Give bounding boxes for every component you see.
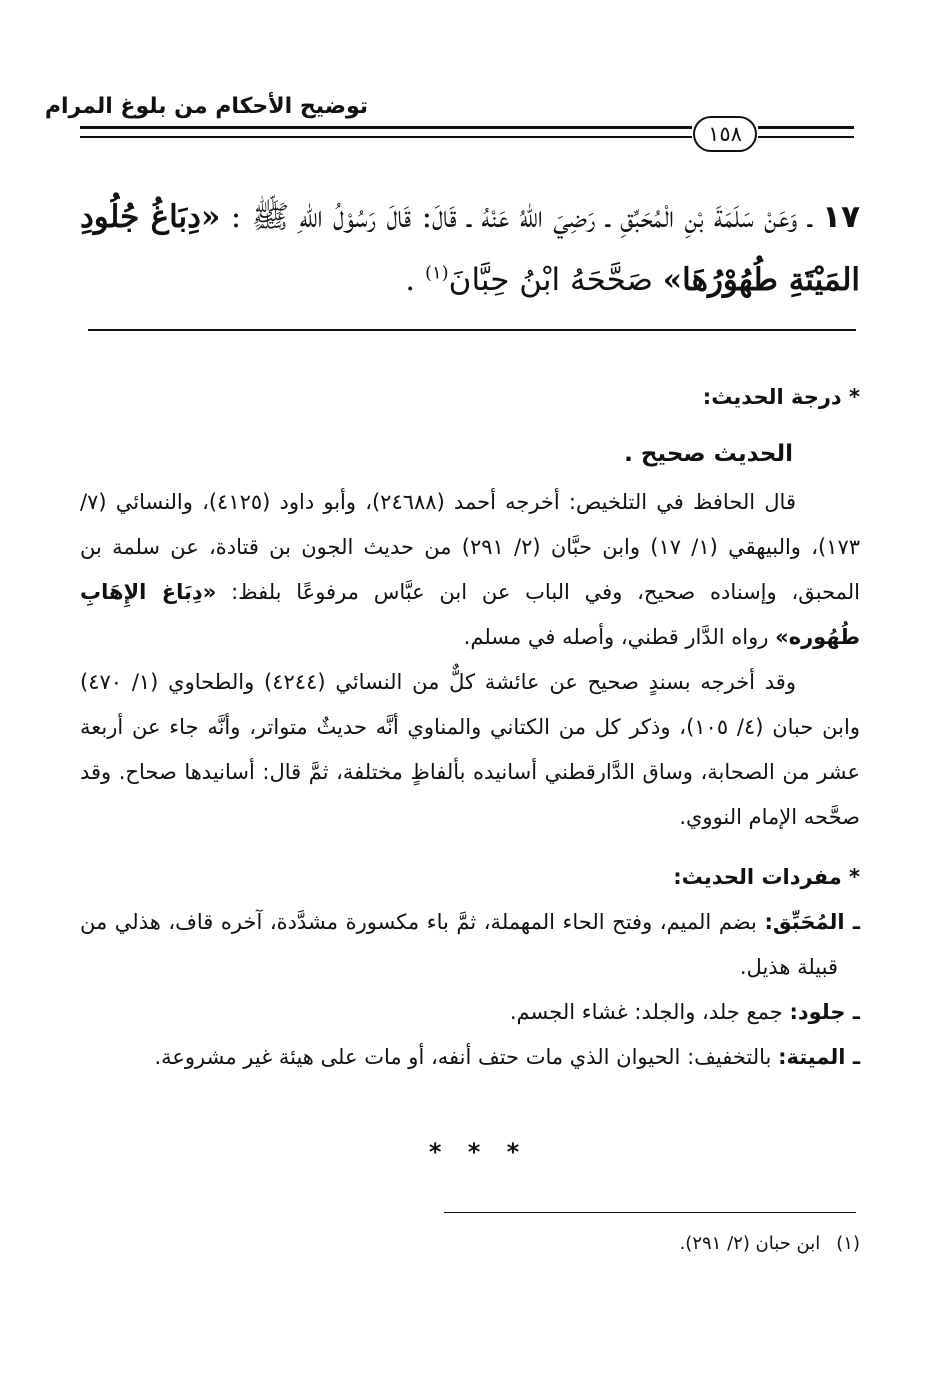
grade-body (80, 480, 860, 840)
grade-heading: * درجة الحديث: (702, 385, 860, 409)
vocabulary-heading: * مفردات الحديث: (673, 865, 860, 889)
vocabulary-term: ـ المُحَبِّق: (764, 910, 861, 934)
footnote (360, 1229, 860, 1259)
header-rule-top-right (758, 126, 854, 129)
vocabulary-definition: بالتخفيف: الحيوان الذي مات حتف أنفه، أو مات على هيئة غير مشروعة. (154, 1045, 772, 1069)
hadith-divider (88, 329, 856, 331)
book-title: توضيح الأحكام من بلوغ المرام (44, 94, 368, 119)
grade-paragraph-1 (80, 480, 860, 660)
grade-paragraph-1-end: رواه الدَّار قطني، وأصله في مسلم. (463, 625, 769, 649)
hadith-number: ١٧ (822, 199, 860, 235)
footnote-mark: (١) (836, 1233, 860, 1254)
hadith-quote: «دِبَاغُ جُلُودِ المَيْتَةِ طُهُوْرُهَا» (80, 199, 860, 298)
header-rule-top-left (80, 126, 692, 129)
hadith-end-mark: . (405, 262, 416, 298)
grade-verdict: الحديث صحيح . (624, 441, 793, 467)
grade-paragraph-1-text: قال الحافظ في التلخيص: أخرجه أحمد (٢٤٦٨٨)، وأبو داود (٤١٢٥)، والنسائي (٧/ ١٧٣)، والبيهقي (١/ ١٧) وابن حبَّان (٢/ ٢٩١) من حديث الجون بن قتادة، عن سلمة بن المحبق، وإسناده صحيح، وفي الباب عن ابن عبَّاس مرفوعًا بلفظ: (80, 490, 861, 604)
vocabulary-term: ـ جلود: (789, 1000, 860, 1024)
hadith-text (80, 186, 860, 312)
page-number: ١٥٨ (693, 116, 757, 152)
footnote-reference: (١) (424, 262, 449, 284)
section-separator: * * * (428, 1138, 520, 1166)
vocabulary-definition: بضم الميم، وفتح الحاء المهملة، ثمَّ باء مكسورة مشدَّدة، آخره قاف، هذلي من قبيلة هذيل. (80, 910, 838, 979)
header-rule-bottom-left (80, 136, 692, 138)
footnote-text: ابن حبان (٢/ ٢٩١). (679, 1233, 821, 1254)
hadith-attribution: صَحَّحَهُ ابْنُ حِبَّانَ (448, 262, 653, 298)
vocabulary-definition: جمع جلد، والجلد: غشاء الجسم. (509, 1000, 783, 1024)
hadith-intro: ـ وَعَنْ سَلَمَةَ بْنِ الْمُحَبِّقِ ـ رَضِيَ اللهُ عَنْهُ ـ قَالَ: قَالَ رَسُوْلُ اللهِ ﷺ : (230, 199, 812, 235)
vocabulary-item-maytah (80, 1035, 860, 1080)
vocabulary-item-muhabbiq (80, 900, 860, 990)
vocabulary-term: ـ الميتة: (778, 1045, 860, 1069)
header-rule-bottom-right (758, 136, 854, 138)
grade-paragraph-2: وقد أخرجه بسندٍ صحيح عن عائشة كلٌّ من النسائي (٤٢٤٤) والطحاوي (١/ ٤٧٠) وابن حبان (٤/ ١٠٥)، وذكر كل من الكتاني والمناوي أنَّه حديثٌ متواتر، وأنَّه جاء عن أربعة عشر من الصحابة، وساق الدَّارقطني أسانيده بألفاظٍ مختلفة، ثمَّ قال: أسانيدها صحاح. وقد صحَّحه الإمام النووي. (80, 670, 860, 829)
vocabulary-list (80, 900, 860, 1080)
footnote-rule (444, 1212, 856, 1213)
vocabulary-item-juluud (80, 990, 860, 1035)
grade-paragraph-1-quote: «دِبَاغ الإِهَابِ طُهُوره» (80, 580, 860, 649)
